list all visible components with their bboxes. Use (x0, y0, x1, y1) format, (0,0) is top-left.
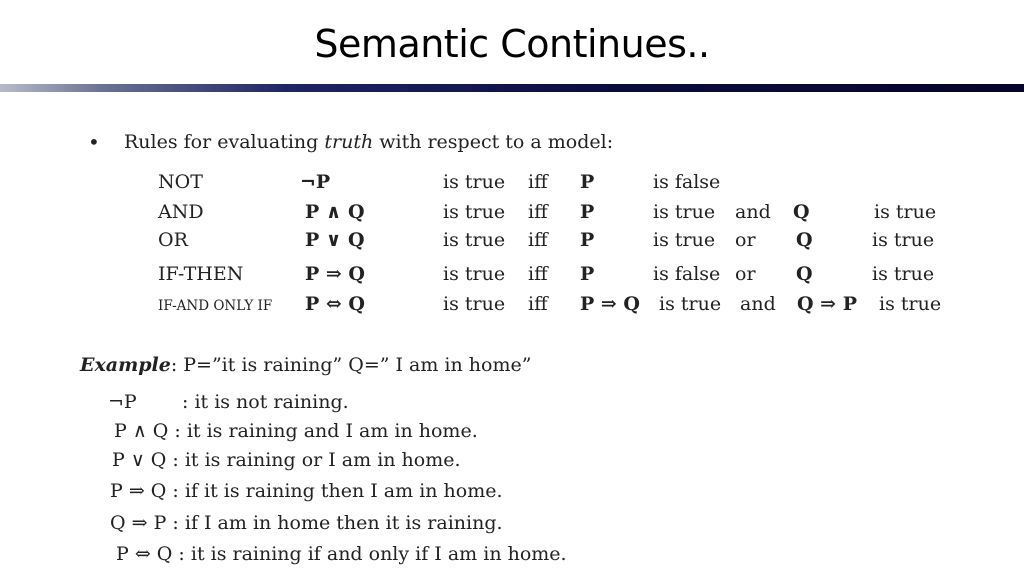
example-formula: Q ⇒ P (110, 512, 167, 534)
rule-name: NOT (158, 171, 203, 193)
rule-p-value: is true (659, 293, 722, 315)
rule-name: IF-AND ONLY IF (158, 298, 273, 314)
rule-operand-p: P (580, 229, 595, 251)
bullet-text-after: with respect to a model: (373, 131, 614, 153)
rule-formula: P ⇒ Q (305, 263, 365, 285)
rule-iff: iff (528, 171, 548, 193)
example-label: Example (80, 354, 171, 376)
rule-connective: and (740, 293, 776, 315)
rule-p-value: is false (653, 263, 721, 285)
example-meaning: : it is raining if and only if I am in home. (178, 543, 567, 565)
rule-connective: or (735, 263, 756, 285)
bullet-text (124, 131, 613, 153)
example-meaning: : if I am in home then it is raining. (172, 512, 503, 534)
example-line (114, 420, 478, 442)
rule-operand-p: P ⇒ Q (580, 293, 640, 315)
rule-operand-p: P (580, 263, 595, 285)
example-line (116, 543, 567, 565)
rule-formula: P ⇔ Q (305, 293, 365, 315)
bullet-text-emphasis: truth (324, 131, 374, 153)
rule-formula: P ∨ Q (305, 229, 365, 251)
example-line (110, 480, 503, 502)
example-meaning: : it is raining or I am in home. (172, 449, 461, 471)
title-divider (0, 84, 1024, 92)
example-meaning: : if it is raining then I am in home. (172, 480, 503, 502)
example-meaning: : it is not raining. (182, 391, 349, 413)
rule-q-value: is true (874, 201, 937, 223)
rule-is-true: is true (443, 293, 506, 315)
rule-operand-q: Q ⇒ P (797, 293, 857, 315)
rule-iff: iff (528, 293, 548, 315)
rule-name: OR (158, 229, 188, 251)
rule-p-value: is false (653, 171, 721, 193)
rule-operand-q: Q (793, 201, 810, 223)
rule-formula: P ∧ Q (305, 201, 365, 223)
rule-q-value: is true (872, 229, 935, 251)
rule-connective: or (735, 229, 756, 251)
rule-name: AND (158, 201, 204, 223)
example-formula: P ∧ Q (114, 420, 169, 442)
rule-is-true: is true (443, 201, 506, 223)
rule-formula: ¬P (300, 171, 331, 193)
example-heading (80, 354, 531, 376)
bullet-text-before: Rules for evaluating (124, 131, 325, 153)
rule-q-value: is true (872, 263, 935, 285)
rule-is-true: is true (443, 263, 506, 285)
example-formula: P ∨ Q (112, 449, 167, 471)
bullet-marker: • (88, 130, 100, 154)
rule-name: IF-THEN (158, 263, 244, 285)
rule-operand-p: P (580, 201, 595, 223)
rule-q-value: is true (879, 293, 942, 315)
rule-iff: iff (528, 201, 548, 223)
rule-iff: iff (528, 263, 548, 285)
rule-is-true: is true (443, 229, 506, 251)
example-formula: P ⇒ Q (110, 480, 167, 502)
rule-operand-q: Q (796, 263, 813, 285)
rule-operand-q: Q (796, 229, 813, 251)
rule-connective: and (735, 201, 771, 223)
rule-iff: iff (528, 229, 548, 251)
rule-operand-p: P (580, 171, 595, 193)
slide-title: Semantic Continues.. (314, 22, 710, 66)
example-line (112, 449, 461, 471)
example-formula: ¬P (108, 391, 137, 413)
example-line (110, 512, 503, 534)
rule-is-true: is true (443, 171, 506, 193)
example-definitions: : P=”it is raining” Q=” I am in home” (170, 354, 532, 376)
example-line (108, 391, 349, 413)
rule-p-value: is true (653, 229, 716, 251)
example-meaning: : it is raining and I am in home. (174, 420, 478, 442)
rule-p-value: is true (653, 201, 716, 223)
example-formula: P ⇔ Q (116, 543, 173, 565)
